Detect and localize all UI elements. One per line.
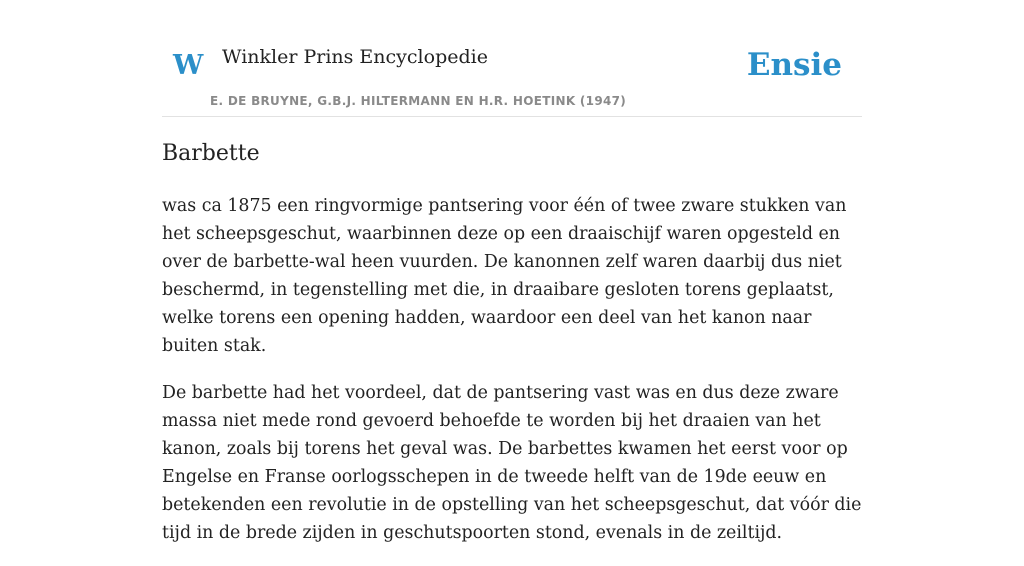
entry-title: Barbette: [162, 141, 260, 166]
book-authors: E. DE BRUYNE, G.B.J. HILTERMANN EN H.R. HOETINK (1947): [210, 94, 627, 108]
page: [162, 0, 862, 543]
encyclopedia-logo[interactable]: W: [173, 50, 204, 81]
entry-paragraph: De barbette had het voordeel, dat de pantsering vast was en dus deze zware massa niet mede rond gevoerd behoefde te worden bij het draaien van het kanon, zoals bij torens het geval was. De barbettes kwamen het eerst voor op Engelse en Franse oorlogsschepen in de tweede helft van de 19de eeuw en betekenden een revolutie in de opstelling van het scheepsgeschut, dat vóór die tijd in de brede zijden in geschutspoorten stond, evenals in de zeiltijd.: [162, 383, 862, 543]
book-title[interactable]: Winkler Prins Encyclopedie: [222, 46, 488, 68]
source-header: [162, 0, 862, 117]
entry-paragraph: was ca 1875 een ringvormige pantsering voor één of twee zware stukken van het scheepsgeschut, waarbinnen deze op een draaischijf waren opgesteld en over de barbette-wal heen vuurden. De kanonnen zelf waren daarbij dus niet beschermd, in tegenstelling met die, in draaibare gesloten torens geplaatst, welke torens een opening hadden, waardoor een deel van het kanon naar buiten stak.: [162, 196, 847, 356]
ensie-logo[interactable]: Ensie: [746, 47, 842, 83]
entry-body: [162, 192, 862, 566]
